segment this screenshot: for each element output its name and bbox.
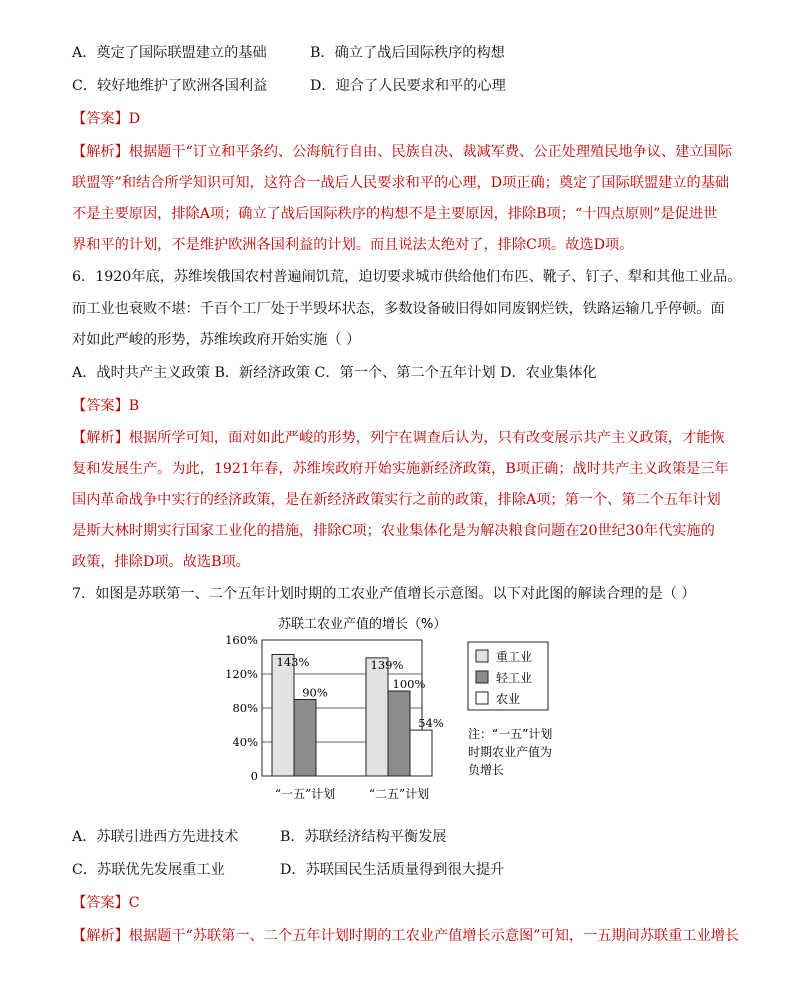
legend-swatch xyxy=(476,671,488,683)
note-line: 负增长 xyxy=(468,763,505,777)
bar-value-label: 143% xyxy=(276,655,310,669)
q7-option-a: A．苏联引进西方先进技术 xyxy=(72,829,239,845)
q5-analysis-line-3: 不是主要原因，排除A项；确立了战后国际秩序的构想不是主要原因，排除B项；“十四点原则”是促进世 xyxy=(72,206,718,222)
q7-option-d: D．苏联国民生活质量得到很大提升 xyxy=(280,862,505,878)
legend-label: 重工业 xyxy=(496,650,533,664)
q5-option-c: C．较好地维护了欧洲各国利益 xyxy=(72,78,268,94)
answer-value: B xyxy=(128,398,140,414)
q5-analysis-line-4: 界和平的计划，不是维护欧洲各国利益的计划。而且说法太绝对了，排除C项。故选D项。 xyxy=(72,237,634,253)
q7-options-row-1 xyxy=(72,827,447,847)
x-axis-labels xyxy=(275,786,429,801)
bar-value-label: 54% xyxy=(418,716,444,731)
q7-stem: 7．如图是苏联第一、二个五年计划时期的工农业产值增长示意图。以下对此图的解读合理的是（ ） xyxy=(72,586,696,602)
bar xyxy=(294,700,316,777)
chart-note xyxy=(468,726,552,777)
answer-value: C xyxy=(128,895,140,911)
note-line: 注：“一五”计划 xyxy=(468,727,553,741)
y-tick-label: 80% xyxy=(232,701,258,715)
q7-analysis-line-1: 【解析】根据题干“苏联第一、二个五年计划时期的工农业产值增长示意图”可知，一五期间苏联重工业增长 xyxy=(72,928,740,944)
answer-value: D xyxy=(128,111,141,127)
q5-options-row-1 xyxy=(72,43,505,63)
growth-bar-chart xyxy=(218,612,578,812)
x-tick-label: “一五”计划 xyxy=(274,787,336,801)
y-axis-ticks xyxy=(225,633,258,783)
chart-legend xyxy=(468,642,548,710)
q6-options: A．战时共产主义政策 B．新经济政策 C．第一个、第二个五年计划 D．农业集体化 xyxy=(72,365,597,381)
y-tick-label: 160% xyxy=(225,633,258,647)
y-tick-label: 40% xyxy=(232,735,258,749)
y-tick-label: 120% xyxy=(225,667,258,681)
x-tick-label: “二五”计划 xyxy=(368,787,430,801)
chart-title: 苏联工农业产值的增长（%） xyxy=(278,617,447,632)
analysis-label: 【解析】 xyxy=(72,144,129,160)
q6-analysis-line-4: 是斯大林时期实行国家工业化的措施，排除C项；农业集体化是为解决粮食问题在20世纪30年代实施的 xyxy=(72,523,715,539)
plot-area xyxy=(262,640,444,776)
q5-option-b: B．确立了战后国际秩序的构想 xyxy=(310,45,505,61)
analysis-label: 【解析】 xyxy=(72,430,129,446)
q6-analysis-line-3: 国内革命战争中实行的经济政策，是在新经济政策实行之前的政策，排除A项；第一个、第二个五年计划 xyxy=(72,492,721,508)
q7-options-row-2 xyxy=(72,860,505,880)
q5-analysis-line-2: 联盟等”和结合所学知识可知，这符合一战后人民要求和平的心理，D项正确；奠定了国际联盟建立的基础 xyxy=(72,175,730,191)
answer-label: 【答案】 xyxy=(72,398,129,414)
bar-value-label: 139% xyxy=(370,657,404,672)
q5-answer xyxy=(72,109,140,129)
bar xyxy=(388,691,410,776)
q6-stem-line-2: 而工业也衰败不堪：千百个工厂处于半毁坏状态，多数设备破旧得如同废钢烂铁，铁路运输几乎停顿。面 xyxy=(72,301,725,317)
legend-swatch xyxy=(476,650,488,662)
answer-label: 【答案】 xyxy=(72,895,129,911)
legend-swatch xyxy=(476,692,488,704)
q6-stem-line-1: 6．1920年底，苏维埃俄国农村普遍闹饥荒，迫切要求城市供给他们布匹、靴子、钉子、犁和其他工业品。 xyxy=(72,269,742,285)
answer-label: 【答案】 xyxy=(72,111,129,127)
legend-label: 农业 xyxy=(496,692,521,706)
q6-analysis-line-2: 复和发展生产。为此，1921年春，苏维埃政府开始实施新经济政策，B项正确；战时共产主义政策是三年 xyxy=(72,461,729,477)
q7-option-c: C．苏联优先发展重工业 xyxy=(72,862,225,878)
legend-label: 轻工业 xyxy=(496,671,533,685)
bar-value-label: 100% xyxy=(392,677,426,691)
bar xyxy=(366,658,388,776)
bar xyxy=(410,730,432,776)
q6-analysis-line-5: 政策，排除D项。故选B项。 xyxy=(72,554,250,570)
bar xyxy=(272,654,294,776)
analysis-label: 【解析】 xyxy=(72,928,129,944)
q6-analysis-line-1: 【解析】根据所学可知，面对如此严峻的形势，列宁在调查后认为，只有改变展示共产主义政策，才能恢 xyxy=(72,430,725,446)
y-tick-label: 0 xyxy=(250,769,258,783)
q5-options-row-2 xyxy=(72,76,506,96)
bar-value-label: 90% xyxy=(302,685,328,700)
q6-answer xyxy=(72,396,139,416)
q6-stem-line-3: 对如此严峻的形势，苏维埃政府开始实施（ ） xyxy=(72,332,361,348)
q5-analysis-line-1: 【解析】根据题干“订立和平条约、公海航行自由、民族自决、裁减军费、公正处理殖民地争议、建立国际 xyxy=(72,144,732,160)
note-line: 时期农业产值为 xyxy=(468,745,553,759)
q5-option-d: D．迎合了人民要求和平的心理 xyxy=(310,78,506,94)
q7-answer xyxy=(72,893,140,913)
q7-option-b: B．苏联经济结构平衡发展 xyxy=(280,829,447,845)
q5-option-a: A．奠定了国际联盟建立的基础 xyxy=(72,45,267,61)
